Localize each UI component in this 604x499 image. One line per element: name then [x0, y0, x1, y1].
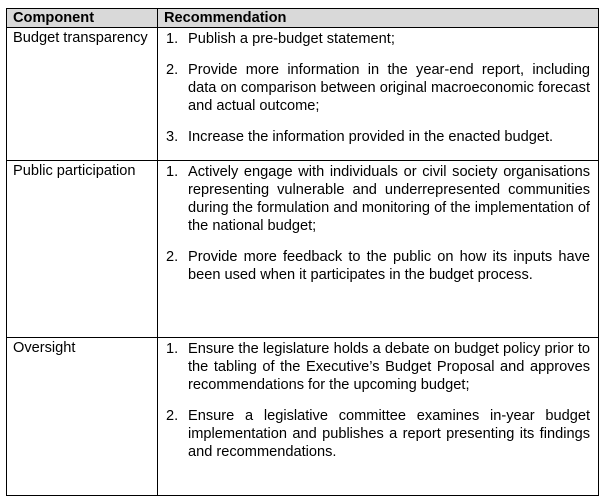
- list-item: [166, 61, 590, 115]
- table-row: [7, 338, 599, 496]
- table-row: [7, 161, 599, 338]
- component-cell: Public participation: [7, 161, 158, 338]
- item-text: Publish a pre-budget statement;: [188, 31, 395, 47]
- item-number: 1.: [166, 31, 179, 47]
- item-number: 2.: [166, 249, 179, 265]
- item-number: 1.: [166, 164, 179, 180]
- recommendation-list: [166, 163, 590, 284]
- recommendation-list: [166, 30, 590, 146]
- header-recommendation: Recommendation: [158, 9, 599, 28]
- item-text: Increase the information provided in the enacted budget.: [188, 129, 554, 145]
- item-number: 2.: [166, 62, 179, 78]
- list-item: [166, 163, 590, 235]
- list-item: [166, 128, 590, 146]
- item-number: 2.: [166, 408, 179, 424]
- item-text: Ensure a legislative committee examines in-year budget implementation and publishes a report presenting its findings and recommendations.: [188, 408, 590, 460]
- item-text: Actively engage with individuals or civil society organisations representing vulnerable and underrepresented communities during the formulation and monitoring of the implementation of the national budget;: [188, 164, 590, 234]
- list-item: [166, 340, 590, 394]
- list-item: [166, 407, 590, 461]
- list-item: [166, 248, 590, 284]
- item-text: Provide more feedback to the public on how its inputs have been used when it participates in the budget process.: [188, 249, 590, 283]
- item-number: 1.: [166, 341, 179, 357]
- recommendation-cell: [158, 338, 599, 496]
- item-text: Ensure the legislature holds a debate on budget policy prior to the tabling of the Executive’s Budget Proposal and approves recommendations for the upcoming budget;: [188, 341, 590, 393]
- header-component: Component: [7, 9, 158, 28]
- document-page: [6, 8, 598, 496]
- item-text: Provide more information in the year-end report, including data on comparison between original macroeconomic forecast and actual outcome;: [188, 62, 590, 114]
- component-cell: Oversight: [7, 338, 158, 496]
- recommendations-table: [6, 8, 599, 496]
- item-number: 3.: [166, 129, 179, 145]
- table-row: [7, 28, 599, 161]
- recommendation-cell: [158, 161, 599, 338]
- component-cell: Budget transparency: [7, 28, 158, 161]
- table-header-row: [7, 9, 599, 28]
- recommendation-cell: [158, 28, 599, 161]
- list-item: [166, 30, 590, 48]
- recommendation-list: [166, 340, 590, 461]
